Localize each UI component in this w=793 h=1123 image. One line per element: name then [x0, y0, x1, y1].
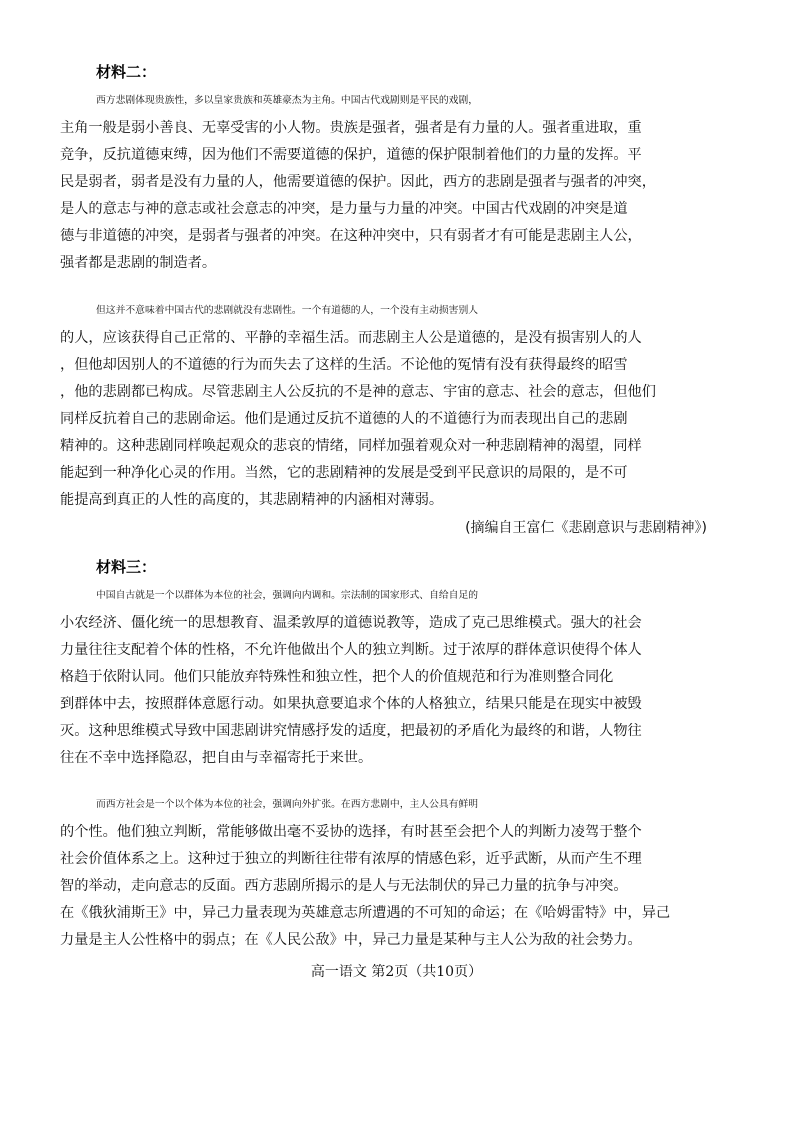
text-line: 智的举动，走向意志的反面。西方悲剧所揭示的是人与无法制伏的异己力量的抗争与冲突。 [60, 878, 628, 894]
text-line: 小农经济、僵化统一的思想教育、温柔敦厚的道德说教等，造成了克己思维模式。强大的社会 [60, 615, 642, 631]
page-footer: 高一语文 第2页（共10页） [310, 964, 483, 980]
text-line: 在《俄狄浦斯王》中，异己力量表现为英雄意志所遭遇的不可知的命运；在《哈姆雷特》中，异己 [60, 905, 671, 921]
text-line: 而西方社会是一个以个体为本位的社会，强调向外扩张。在西方悲剧中，主人公具有鲜明 [96, 799, 479, 810]
text-line: ，他的悲剧都已构成。尽管悲剧主人公反抗的不是神的意志、宇宙的意志、社会的意志，但他们 [60, 384, 656, 400]
text-line: 的人，应该获得自己正常的、平静的幸福生活。而悲剧主人公是道德的，是没有损害别人的人 [60, 330, 642, 346]
text-line: ，但他却因别人的不道德的行为而失去了这样的生活。不论他的冤情有没有获得最终的昭雪 [60, 357, 628, 373]
text-line: 力量往往支配着个体的性格，不允许他做出个人的独立判断。过于浓厚的群体意识使得个体人 [60, 642, 642, 658]
text-line: 民是弱者，弱者是没有力量的人，他需要道德的保护。因此，西方的悲剧是强者与强者的冲突， [60, 174, 656, 190]
text-line: 能起到一种净化心灵的作用。当然，它的悲剧精神的发展是受到平民意识的局限的，是不可 [60, 465, 628, 481]
text-line: 竞争，反抗道德束缚，因为他们不需要道德的保护，道德的保护限制着他们的力量的发挥。平 [60, 147, 642, 163]
text-line: 德与非道德的冲突，是弱者与强者的冲突。在这种冲突中，只有弱者才有可能是悲剧主人公， [60, 228, 642, 244]
text-line: 精神的。这种悲剧同样唤起观众的悲哀的情绪，同样加强着观众对一种悲剧精神的渴望，同样 [60, 438, 642, 454]
text-line: 力量是主人公性格中的弱点；在《人民公敌》中，异己力量是某种与主人公为敌的社会势力。 [60, 932, 642, 948]
text-line: 中国自古就是一个以群体为本位的社会，强调向内调和。宗法制的国家形式、自给自足的 [96, 590, 479, 601]
text-line: 西方悲剧体现贵族性，多以皇家贵族和英雄豪杰为主角。中国古代戏剧则是平民的戏剧， [96, 95, 479, 106]
material-2-source-citation: (摘编自王富仁《悲剧意识与悲剧精神》) [465, 520, 707, 536]
text-line: 往在不幸中选择隐忍，把自由与幸福寄托于来世。 [60, 750, 373, 766]
text-line: 主角一般是弱小善良、无辜受害的小人物。贵族是强者，强者是有力量的人。强者重进取，重 [60, 120, 642, 136]
text-line: 到群体中去，按照群体意愿行动。如果执意要追求个体的人格独立，结果只能是在现实中被毁 [60, 696, 642, 712]
text-line: 但这并不意味着中国古代的悲剧就没有悲剧性。一个有道德的人，一个没有主动损害别人 [96, 305, 479, 316]
text-line: 强者都是悲剧的制造者。 [60, 255, 217, 271]
text-line: 的个性。他们独立判断，常能够做出毫不妥协的选择，有时甚至会把个人的判断力凌驾于整个 [60, 824, 642, 840]
text-line: 灭。这种思维模式导致中国悲剧讲究情感抒发的适度，把最初的矛盾化为最终的和谐，人物往 [60, 723, 642, 739]
text-line: 是人的意志与神的意志或社会意志的冲突，是力量与力量的冲突。中国古代戏剧的冲突是道 [60, 201, 628, 217]
material-3-heading: 材料三： [96, 558, 157, 576]
material-2-heading: 材料二： [96, 63, 157, 81]
text-line: 社会价值体系之上。这种过于独立的判断往往带有浓厚的情感色彩，近乎武断，从而产生不理 [60, 851, 642, 867]
text-line: 同样反抗着自己的悲剧命运。他们是通过反抗不道德的人的不道德行为而表现出自己的悲剧 [60, 411, 628, 427]
text-line: 格趋于依附认同。他们只能放弃特殊性和独立性，把个人的价值规范和行为准则整合同化 [60, 669, 614, 685]
text-line: 能提高到真正的人性的高度的，其悲剧精神的内涵相对薄弱。 [60, 492, 444, 508]
